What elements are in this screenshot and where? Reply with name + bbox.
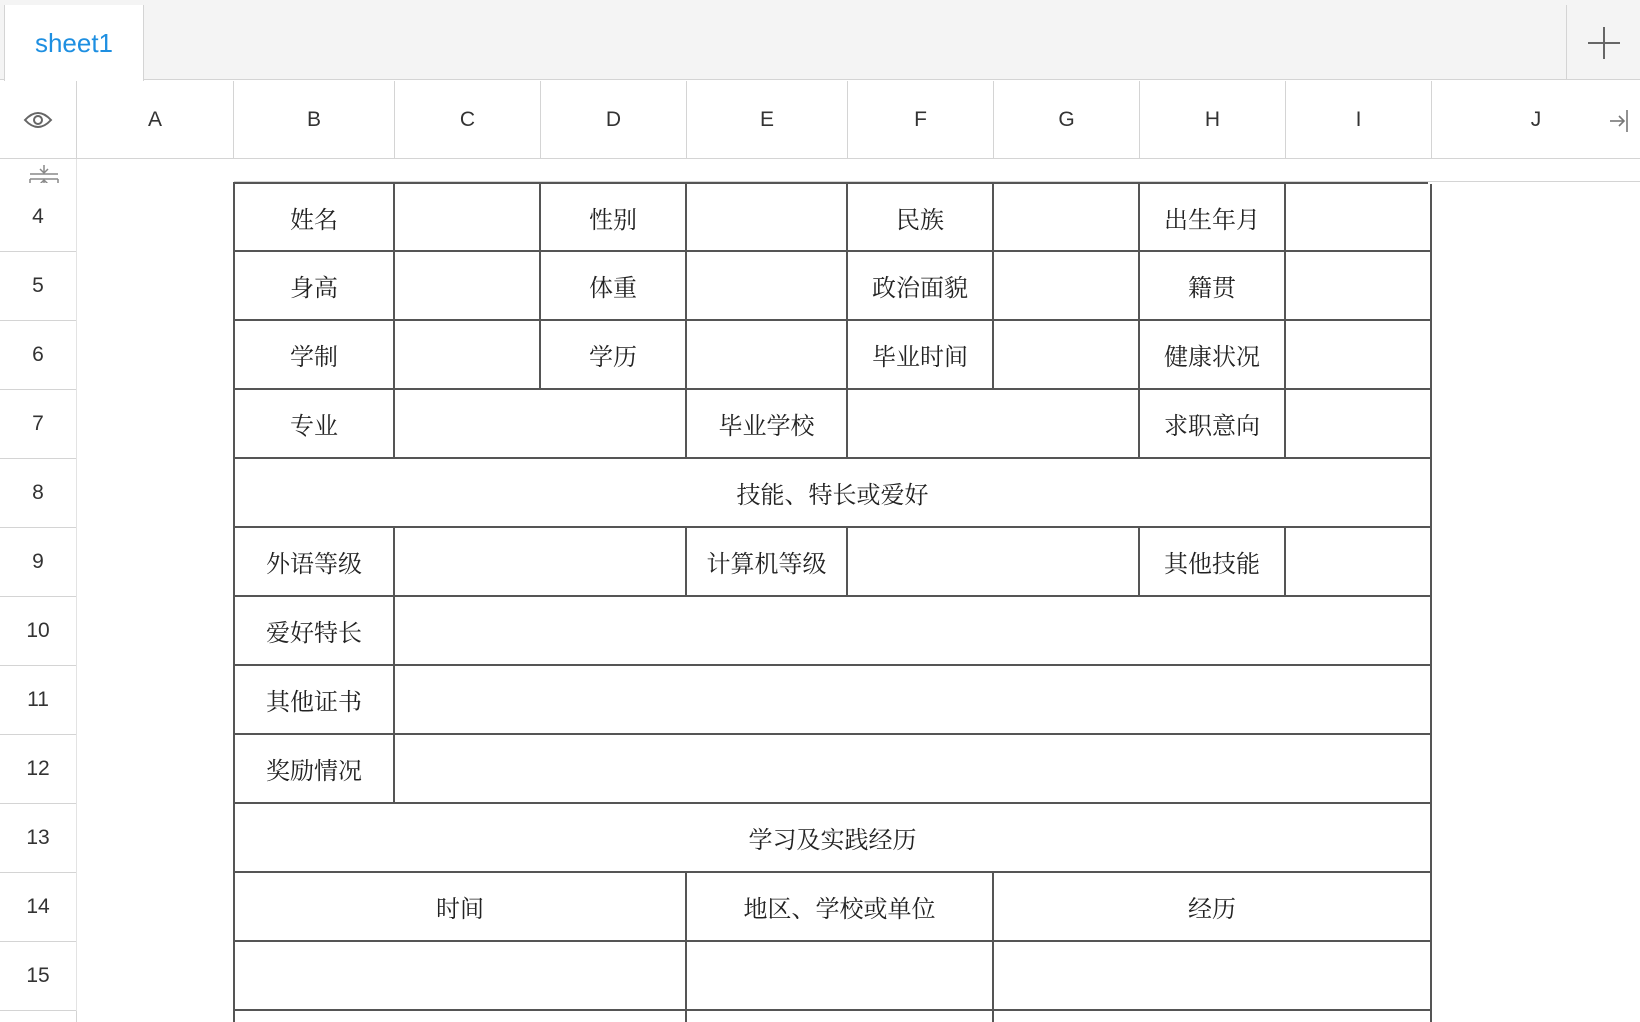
cell-school-label[interactable]: 毕业学校: [687, 390, 848, 459]
column-header-b[interactable]: B: [234, 81, 395, 159]
row-header-9[interactable]: 9: [0, 528, 77, 597]
row-header-14[interactable]: 14: [0, 873, 77, 942]
cell-health-value[interactable]: [1286, 321, 1432, 390]
section-study-heading[interactable]: 学习及实践经历: [235, 804, 1432, 873]
cell-computer-level-value[interactable]: [848, 528, 1140, 597]
column-header-j[interactable]: J: [1530, 108, 1542, 131]
cell-location-header[interactable]: 地区、学校或单位: [687, 873, 994, 942]
cell-job-intention-value[interactable]: [1286, 390, 1432, 459]
row-header-10[interactable]: 10: [0, 597, 77, 666]
column-header-i[interactable]: I: [1286, 81, 1432, 159]
row-header-6[interactable]: 6: [0, 321, 77, 390]
cell-foreign-language-value[interactable]: [395, 528, 687, 597]
row-header-16[interactable]: [0, 1011, 77, 1022]
cell-height-value[interactable]: [395, 252, 541, 321]
eye-icon[interactable]: [0, 81, 77, 159]
sheet-tab-sheet1[interactable]: sheet1: [4, 5, 144, 81]
row-header-13[interactable]: 13: [0, 804, 77, 873]
column-header-c[interactable]: C: [395, 81, 541, 159]
cell-hobbies-label[interactable]: 爱好特长: [235, 597, 395, 666]
cell-name-label[interactable]: 姓名: [235, 184, 395, 252]
cell-experience-value[interactable]: [994, 942, 1432, 1011]
cell-hobbies-value[interactable]: [395, 597, 1432, 666]
expand-rows-icon[interactable]: [0, 159, 77, 183]
cell-major-value[interactable]: [395, 390, 687, 459]
cell-row16-location[interactable]: [687, 1011, 994, 1022]
cell-job-intention-label[interactable]: 求职意向: [1140, 390, 1286, 459]
row-header-12[interactable]: 12: [0, 735, 77, 804]
cell-origin-label[interactable]: 籍贯: [1140, 252, 1286, 321]
cell-other-certs-value[interactable]: [395, 666, 1432, 735]
cell-education-label[interactable]: 学历: [541, 321, 687, 390]
plus-icon[interactable]: [1567, 5, 1640, 80]
cell-time-value[interactable]: [235, 942, 687, 1011]
cell-computer-level-label[interactable]: 计算机等级: [687, 528, 848, 597]
row-header-11[interactable]: 11: [0, 666, 77, 735]
column-header-h[interactable]: H: [1140, 81, 1286, 159]
row-header-15[interactable]: 15: [0, 942, 77, 1011]
row-header-7[interactable]: 7: [0, 390, 77, 459]
cell-gender-label[interactable]: 性别: [541, 184, 687, 252]
cell-other-skills-label[interactable]: 其他技能: [1140, 528, 1286, 597]
cell-ethnicity-label[interactable]: 民族: [848, 184, 994, 252]
row-header-4[interactable]: 4: [0, 183, 77, 252]
section-skills-heading[interactable]: 技能、特长或爱好: [235, 459, 1432, 528]
cell-schooling-label[interactable]: 学制: [235, 321, 395, 390]
cell-other-certs-label[interactable]: 其他证书: [235, 666, 395, 735]
cell-weight-value[interactable]: [687, 252, 848, 321]
cell-awards-label[interactable]: 奖励情况: [235, 735, 395, 804]
cell-row16-experience[interactable]: [994, 1011, 1432, 1022]
arrow-to-line-icon[interactable]: [1608, 108, 1628, 134]
cell-time-header[interactable]: 时间: [235, 873, 687, 942]
sheet-tab-bar: [0, 0, 1640, 80]
cell-height-label[interactable]: 身高: [235, 252, 395, 321]
column-header-e[interactable]: E: [687, 81, 848, 159]
cell-political-value[interactable]: [994, 252, 1140, 321]
cell-birth-label[interactable]: 出生年月: [1140, 184, 1286, 252]
column-a-gridline: [76, 159, 77, 1022]
cell-major-label[interactable]: 专业: [235, 390, 395, 459]
cell-awards-value[interactable]: [395, 735, 1432, 804]
cell-graduation-time-value[interactable]: [994, 321, 1140, 390]
cell-school-value[interactable]: [848, 390, 1140, 459]
cell-education-value[interactable]: [687, 321, 848, 390]
cell-row16-time[interactable]: [235, 1011, 687, 1022]
column-header-a[interactable]: A: [77, 81, 234, 159]
cell-gender-value[interactable]: [687, 184, 848, 252]
cell-location-value[interactable]: [687, 942, 994, 1011]
cell-weight-label[interactable]: 体重: [541, 252, 687, 321]
column-header-f[interactable]: F: [848, 81, 994, 159]
cell-ethnicity-value[interactable]: [994, 184, 1140, 252]
cell-experience-header[interactable]: 经历: [994, 873, 1432, 942]
cell-birth-value[interactable]: [1286, 184, 1432, 252]
row-header-5[interactable]: 5: [0, 252, 77, 321]
column-header-d[interactable]: D: [541, 81, 687, 159]
cell-other-skills-value[interactable]: [1286, 528, 1432, 597]
cell-graduation-time-label[interactable]: 毕业时间: [848, 321, 994, 390]
cell-political-label[interactable]: 政治面貌: [848, 252, 994, 321]
cell-health-label[interactable]: 健康状况: [1140, 321, 1286, 390]
column-header-g[interactable]: G: [994, 81, 1140, 159]
cell-foreign-language-label[interactable]: 外语等级: [235, 528, 395, 597]
cell-schooling-value[interactable]: [395, 321, 541, 390]
row-header-8[interactable]: 8: [0, 459, 77, 528]
cell-origin-value[interactable]: [1286, 252, 1432, 321]
cell-name-value[interactable]: [395, 184, 541, 252]
